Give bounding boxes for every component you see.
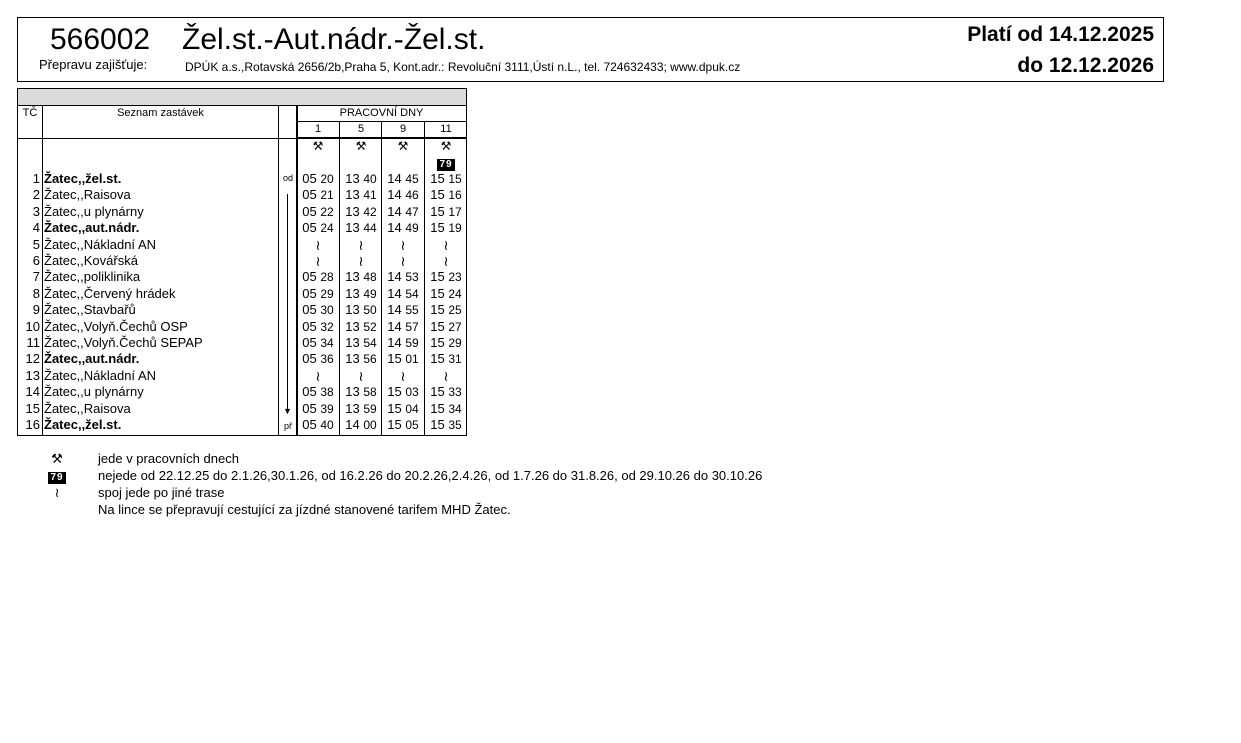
time-hour: 15 bbox=[430, 285, 445, 301]
wave-glyph: ≀ bbox=[400, 367, 406, 384]
time-minute: 59 bbox=[363, 401, 377, 416]
trip-number: 11 bbox=[440, 123, 452, 135]
stop-number: 3 bbox=[32, 203, 40, 219]
timetable-header bbox=[17, 17, 1164, 82]
time-minute: 25 bbox=[448, 303, 462, 318]
departure-time bbox=[382, 401, 424, 417]
time-minute: 54 bbox=[363, 336, 377, 350]
time-minute: 24 bbox=[320, 221, 334, 236]
time-minute: 35 bbox=[448, 418, 462, 432]
time-hour: 15 bbox=[430, 351, 445, 367]
other-route-icon bbox=[425, 237, 467, 254]
departure-time bbox=[382, 384, 424, 400]
time-minute: 54 bbox=[405, 286, 419, 301]
time-hour: 15 bbox=[430, 171, 445, 186]
time-minute: 57 bbox=[405, 319, 419, 334]
legend-text: nejede od 22.12.25 do 2.1.26,30.1.26, od 16.2.26 do 20.2.26,2.4.26, od 1.7.26 do 31.8.26, od 29.10.26 do 30.10.26 bbox=[98, 468, 763, 483]
time-hour: 05 bbox=[302, 187, 317, 203]
time-hour: 15 bbox=[430, 318, 445, 334]
time-minute: 29 bbox=[320, 286, 334, 301]
col-header-tc: TČ bbox=[22, 107, 38, 119]
departure-time bbox=[425, 286, 467, 302]
departure-time bbox=[297, 302, 339, 318]
stop-number: 16 bbox=[25, 417, 40, 432]
wave-glyph: ≀ bbox=[400, 236, 406, 253]
legend-symbol: 79 bbox=[50, 472, 64, 483]
departure-time bbox=[340, 351, 382, 367]
departure-time bbox=[425, 220, 467, 236]
time-minute: 28 bbox=[320, 270, 334, 285]
time-minute: 15 bbox=[448, 172, 462, 186]
time-minute: 41 bbox=[363, 188, 377, 203]
time-minute: 29 bbox=[448, 336, 462, 350]
time-hour: 05 bbox=[302, 335, 317, 350]
departure-time bbox=[297, 384, 339, 400]
time-minute: 30 bbox=[320, 303, 334, 318]
time-hour: 14 bbox=[387, 220, 402, 236]
legend-text: Na lince se přepravují cestující za jízdné stanovené tarifem MHD Žatec. bbox=[98, 502, 511, 517]
stop-number: 12 bbox=[25, 351, 40, 367]
other-route-icon bbox=[297, 368, 339, 385]
time-hour: 15 bbox=[430, 302, 445, 318]
hammers-icon: ⚒ bbox=[440, 139, 452, 153]
time-hour: 05 bbox=[302, 400, 317, 416]
departure-time bbox=[425, 335, 467, 351]
departure-time bbox=[382, 417, 424, 433]
stop-name: Žatec,,u plynárny bbox=[44, 384, 144, 400]
departure-time bbox=[425, 171, 467, 187]
departure-time bbox=[340, 171, 382, 187]
departure-time bbox=[297, 286, 339, 302]
time-hour: 05 bbox=[302, 318, 317, 334]
table-row bbox=[18, 237, 466, 253]
time-hour: 14 bbox=[387, 171, 402, 186]
time-hour: 14 bbox=[387, 269, 402, 285]
time-hour: 15 bbox=[430, 220, 445, 236]
other-route-icon bbox=[425, 253, 467, 270]
stop-name: Žatec,,aut.nádr. bbox=[44, 351, 140, 367]
time-minute: 59 bbox=[405, 336, 419, 350]
departure-time bbox=[382, 319, 424, 335]
departure-time bbox=[297, 417, 339, 433]
time-hour: 05 bbox=[302, 285, 317, 301]
departure-time bbox=[382, 187, 424, 203]
time-minute: 22 bbox=[320, 204, 334, 219]
time-hour: 15 bbox=[387, 351, 402, 367]
departure-time bbox=[382, 269, 424, 285]
departure-time bbox=[340, 417, 382, 433]
time-minute: 46 bbox=[405, 188, 419, 203]
trip-note bbox=[425, 156, 467, 171]
departure-time bbox=[340, 269, 382, 285]
time-hour: 05 bbox=[302, 417, 317, 432]
route-name: Žel.st.-Aut.nádr.-Žel.st. bbox=[182, 23, 486, 56]
time-minute: 33 bbox=[448, 385, 462, 400]
hammers-icon bbox=[48, 451, 66, 467]
departure-time bbox=[382, 302, 424, 318]
departure-time bbox=[340, 286, 382, 302]
time-hour: 13 bbox=[345, 203, 360, 219]
time-hour: 14 bbox=[387, 318, 402, 334]
time-hour: 05 bbox=[302, 302, 317, 318]
time-hour: 14 bbox=[387, 302, 402, 318]
wave-glyph: ≀ bbox=[358, 367, 364, 384]
legend-text: spoj jede po jiné trase bbox=[98, 485, 225, 500]
time-hour: 13 bbox=[345, 351, 360, 367]
time-minute: 03 bbox=[405, 385, 419, 400]
time-minute: 42 bbox=[363, 204, 377, 219]
wave-glyph: ≀ bbox=[358, 253, 364, 269]
time-hour: 13 bbox=[345, 285, 360, 301]
table-row bbox=[18, 220, 466, 236]
stop-number: 2 bbox=[32, 187, 40, 203]
time-minute: 00 bbox=[363, 418, 377, 432]
time-minute: 16 bbox=[448, 188, 462, 203]
departure-time bbox=[297, 171, 339, 187]
trip-number: 1 bbox=[314, 123, 322, 135]
valid-from: Platí od 14.12.2025 bbox=[967, 23, 1154, 46]
stop-name: Žatec,,žel.st. bbox=[44, 417, 122, 432]
time-minute: 53 bbox=[405, 270, 419, 285]
departure-time bbox=[382, 204, 424, 220]
time-hour: 15 bbox=[430, 417, 445, 432]
stop-name: Žatec,,Raisova bbox=[44, 400, 131, 416]
table-row bbox=[18, 417, 466, 433]
stop-name: Žatec,,žel.st. bbox=[44, 171, 122, 186]
departure-time bbox=[340, 204, 382, 220]
departure-time bbox=[297, 220, 339, 236]
table-row bbox=[18, 401, 466, 417]
stop-number: 14 bbox=[25, 384, 40, 400]
table-row bbox=[18, 204, 466, 220]
departure-time bbox=[340, 302, 382, 318]
departure-time bbox=[340, 187, 382, 203]
departure-time bbox=[340, 220, 382, 236]
table-row bbox=[18, 269, 466, 285]
other-route-icon bbox=[382, 253, 424, 270]
time-hour: 13 bbox=[345, 302, 360, 318]
departure-time bbox=[297, 401, 339, 417]
time-minute: 58 bbox=[363, 385, 377, 400]
other-route-icon bbox=[340, 253, 382, 270]
table-row bbox=[18, 187, 466, 203]
stop-name: Žatec,,Raisova bbox=[44, 187, 131, 203]
time-minute: 34 bbox=[320, 336, 334, 350]
other-route-icon bbox=[297, 237, 339, 254]
stop-number: 15 bbox=[25, 400, 40, 416]
departure-time bbox=[425, 269, 467, 285]
time-hour: 14 bbox=[387, 187, 402, 203]
time-hour: 05 bbox=[302, 384, 317, 400]
time-minute: 40 bbox=[363, 172, 377, 186]
time-minute: 52 bbox=[363, 319, 377, 334]
departure-time bbox=[340, 401, 382, 417]
wave-glyph: ≀ bbox=[443, 253, 449, 269]
arrival-mark: př bbox=[283, 421, 292, 431]
stop-name: Žatec,,Nákladní AN bbox=[44, 367, 156, 383]
time-minute: 55 bbox=[405, 303, 419, 318]
time-hour: 15 bbox=[430, 203, 445, 219]
table-row bbox=[18, 302, 466, 318]
wave-glyph: ≀ bbox=[400, 253, 406, 269]
time-hour: 14 bbox=[387, 285, 402, 301]
table-row bbox=[18, 253, 466, 269]
time-hour: 05 bbox=[302, 171, 317, 186]
time-minute: 20 bbox=[320, 172, 334, 186]
departure-time bbox=[425, 351, 467, 367]
time-minute: 17 bbox=[448, 204, 462, 219]
time-hour: 15 bbox=[430, 269, 445, 285]
time-minute: 38 bbox=[320, 385, 334, 400]
time-hour: 14 bbox=[345, 417, 360, 432]
arrow-down-icon: ▼ bbox=[283, 406, 292, 416]
stop-name: Žatec,,Volyň.Čechů SEPAP bbox=[44, 335, 203, 350]
stop-number: 13 bbox=[25, 367, 40, 383]
time-minute: 23 bbox=[448, 270, 462, 285]
time-minute: 40 bbox=[320, 418, 334, 432]
stop-number: 11 bbox=[26, 335, 40, 350]
other-route-icon bbox=[340, 368, 382, 385]
stop-name: Žatec,,Volyň.Čechů OSP bbox=[44, 318, 188, 334]
wave-glyph: ≀ bbox=[315, 253, 321, 269]
table-title-band bbox=[18, 89, 466, 106]
departure-time bbox=[297, 319, 339, 335]
other-route-icon bbox=[425, 368, 467, 385]
departure-time bbox=[382, 171, 424, 187]
stop-name: Žatec,,Červený hrádek bbox=[44, 285, 176, 301]
departure-time bbox=[382, 286, 424, 302]
departure-time bbox=[297, 269, 339, 285]
time-minute: 21 bbox=[320, 188, 334, 203]
time-minute: 34 bbox=[448, 401, 462, 416]
time-hour: 13 bbox=[345, 220, 360, 236]
departure-time bbox=[340, 335, 382, 351]
stop-name: Žatec,,Kovářská bbox=[44, 253, 138, 268]
time-minute: 32 bbox=[320, 319, 334, 334]
wave-glyph: ≀ bbox=[443, 367, 449, 384]
stop-number: 5 bbox=[32, 236, 40, 252]
stop-name: Žatec,,poliklinika bbox=[44, 269, 141, 285]
table-row bbox=[18, 335, 466, 351]
table-row bbox=[18, 319, 466, 335]
hammers-icon: ⚒ bbox=[355, 139, 367, 153]
departure-time bbox=[425, 204, 467, 220]
departure-time bbox=[297, 204, 339, 220]
table-row bbox=[18, 368, 466, 384]
wave-glyph: ≀ bbox=[315, 236, 321, 253]
stop-number: 10 bbox=[25, 318, 40, 334]
time-hour: 15 bbox=[430, 400, 445, 416]
departure-time bbox=[297, 335, 339, 351]
time-minute: 04 bbox=[405, 401, 419, 416]
col-header-stops: Seznam zastávek bbox=[117, 107, 204, 119]
col-header-days: PRACOVNÍ DNY bbox=[339, 107, 424, 119]
stop-number: 7 bbox=[32, 269, 40, 285]
other-route-icon bbox=[297, 253, 339, 270]
departure-time bbox=[382, 220, 424, 236]
departure-time bbox=[382, 335, 424, 351]
departure-time bbox=[340, 384, 382, 400]
table-row bbox=[18, 286, 466, 302]
time-hour: 05 bbox=[302, 351, 317, 367]
time-minute: 19 bbox=[448, 221, 462, 236]
time-minute: 27 bbox=[448, 319, 462, 334]
note-79-icon: 79 bbox=[439, 159, 453, 170]
carrier-info: DPÚK a.s.,Rotavská 2656/2b,Praha 5, Kont.adr.: Revoluční 3111,Ústí n.L., tel. 724632433; www.dpuk.cz bbox=[185, 60, 741, 74]
departure-mark: od bbox=[282, 173, 293, 183]
departure-time bbox=[425, 384, 467, 400]
time-hour: 13 bbox=[345, 318, 360, 334]
time-minute: 01 bbox=[405, 352, 419, 367]
time-minute: 36 bbox=[320, 352, 334, 367]
other-route-icon bbox=[382, 237, 424, 254]
time-hour: 14 bbox=[387, 203, 402, 219]
time-minute: 05 bbox=[405, 418, 419, 432]
legend-symbol: ≀ bbox=[54, 485, 60, 500]
time-hour: 15 bbox=[430, 335, 445, 350]
time-minute: 47 bbox=[405, 204, 419, 219]
stop-number: 8 bbox=[32, 285, 40, 301]
departure-time bbox=[425, 302, 467, 318]
stop-number: 4 bbox=[32, 220, 40, 236]
divider bbox=[297, 121, 466, 122]
time-hour: 13 bbox=[345, 187, 360, 203]
time-hour: 05 bbox=[302, 203, 317, 219]
trip-number: 5 bbox=[357, 123, 365, 135]
trip-number: 9 bbox=[399, 123, 407, 135]
time-hour: 15 bbox=[430, 187, 445, 203]
hammers-icon: ⚒ bbox=[312, 139, 324, 153]
line-number: 566002 bbox=[50, 23, 151, 56]
stop-name: Žatec,,Nákladní AN bbox=[44, 236, 156, 252]
time-hour: 13 bbox=[345, 384, 360, 400]
timetable-grid bbox=[17, 88, 467, 436]
time-hour: 05 bbox=[302, 220, 317, 236]
note-79-icon bbox=[48, 468, 66, 484]
legend-symbol: ⚒ bbox=[51, 451, 63, 466]
time-hour: 14 bbox=[387, 335, 402, 350]
time-hour: 13 bbox=[345, 171, 360, 186]
departure-time bbox=[425, 401, 467, 417]
other-route-icon bbox=[48, 485, 66, 501]
stop-number: 6 bbox=[32, 253, 40, 268]
departure-time bbox=[340, 319, 382, 335]
time-minute: 45 bbox=[405, 172, 419, 186]
time-minute: 50 bbox=[363, 303, 377, 318]
stop-name: Žatec,,u plynárny bbox=[44, 203, 144, 219]
time-minute: 24 bbox=[448, 286, 462, 301]
other-route-icon bbox=[382, 368, 424, 385]
time-minute: 39 bbox=[320, 401, 334, 416]
departure-time bbox=[297, 351, 339, 367]
time-minute: 44 bbox=[363, 221, 377, 236]
departure-time bbox=[425, 319, 467, 335]
time-minute: 56 bbox=[363, 352, 377, 367]
valid-to: do 12.12.2026 bbox=[1017, 54, 1154, 77]
time-minute: 48 bbox=[363, 270, 377, 285]
time-minute: 49 bbox=[405, 221, 419, 236]
table-row bbox=[18, 171, 466, 187]
hammers-icon: ⚒ bbox=[397, 139, 409, 153]
departure-time bbox=[425, 417, 467, 433]
time-hour: 15 bbox=[387, 400, 402, 416]
table-row bbox=[18, 351, 466, 367]
time-hour: 13 bbox=[345, 335, 360, 350]
time-hour: 15 bbox=[430, 384, 445, 400]
wave-glyph: ≀ bbox=[358, 236, 364, 253]
time-minute: 49 bbox=[363, 286, 377, 301]
time-hour: 13 bbox=[345, 400, 360, 416]
other-route-icon bbox=[340, 237, 382, 254]
stop-number: 9 bbox=[32, 302, 40, 318]
wave-glyph: ≀ bbox=[443, 236, 449, 253]
table-row bbox=[18, 384, 466, 400]
departure-time bbox=[297, 187, 339, 203]
wave-glyph: ≀ bbox=[315, 367, 321, 384]
stop-number: 1 bbox=[32, 171, 40, 186]
time-hour: 13 bbox=[345, 269, 360, 285]
time-hour: 05 bbox=[302, 269, 317, 285]
departure-time bbox=[425, 187, 467, 203]
time-minute: 31 bbox=[448, 352, 462, 367]
carrier-label: Přepravu zajišťuje: bbox=[39, 57, 148, 72]
stop-name: Žatec,,aut.nádr. bbox=[44, 220, 140, 236]
time-hour: 15 bbox=[387, 417, 402, 432]
stop-name: Žatec,,Stavbařů bbox=[44, 302, 136, 318]
departure-time bbox=[382, 351, 424, 367]
legend-text: jede v pracovních dnech bbox=[98, 451, 239, 466]
time-hour: 15 bbox=[387, 384, 402, 400]
